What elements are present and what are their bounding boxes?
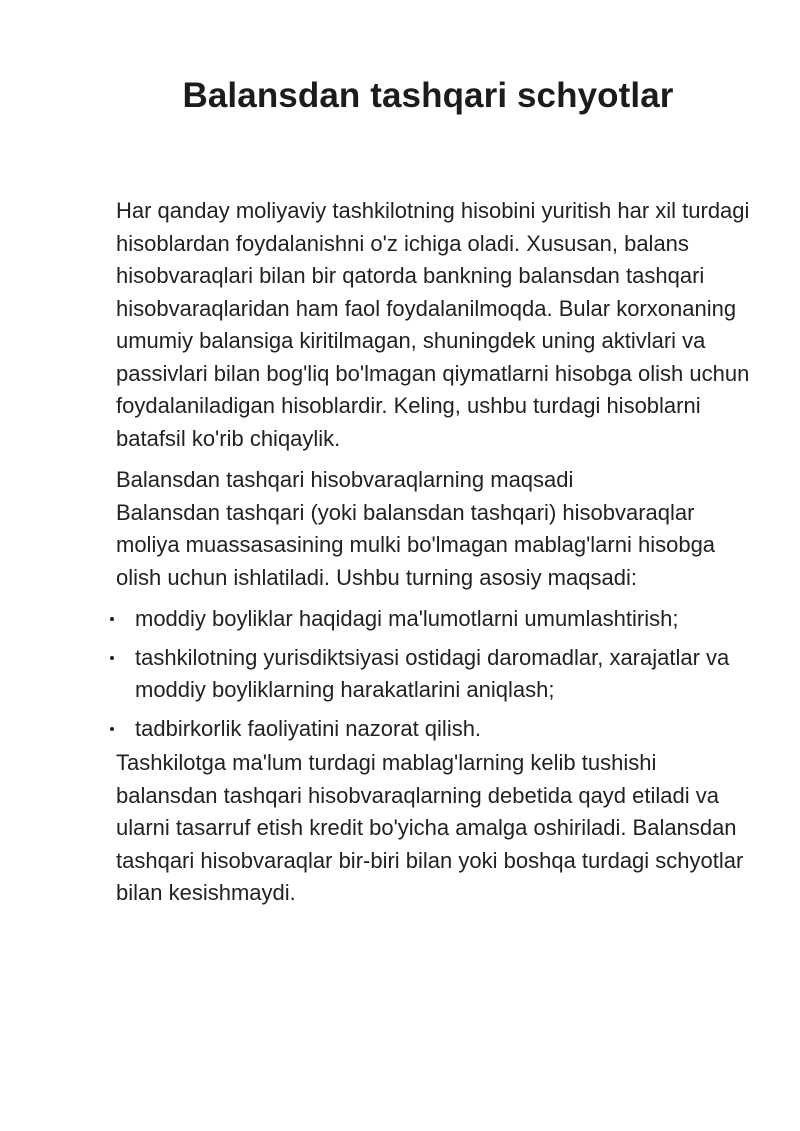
purpose-body: Balansdan tashqari (yoki balansdan tashqari) hisobvaraqlar moliya muassasasining mulki bo'lmagan mablag'larni hisobga olish uchun ishlatiladi. Ushbu turning asosiy maqsadi: [116,499,716,590]
list-item: tadbirkorlik faoliyatini nazorat qilish. [116,713,756,746]
list-item: tashkilotning yurisdiktsiyasi ostidagi daromadlar, xarajatlar va moddiy boyliklarning harakatlarini aniqlash; [116,642,756,707]
purpose-list [116,603,756,745]
closing-paragraph: Tashkilotga ma'lum turdagi mablag'larning kelib tushishi balansdan tashqari hisobvaraqlarning debetida qayd etiladi va ularni tasarruf etish kredit bo'yicha amalga oshiriladi. Balansdan tashqari hisobvaraqlar bir-biri bilan yoki boshqa turdagi schyotlar bilan kesishmaydi. [116,750,744,905]
intro-paragraph: Har qanday moliyaviy tashkilotning hisobini yuritish har xil turdagi hisoblardan foydalanishni o'z ichiga oladi. Xususan, balans hisobvaraqlari bilan bir qatorda bankning balansdan tashqari hisobvaraqlaridan ham faol foydalanilmoqda. Bular korxonaning umumiy balansiga kiritilmagan, shuningdek uning aktivlari va passivlari bilan bog'liq bo'lmagan qiymatlarni hisobga olish uchun foydalaniladigan hisoblardir. Keling, ushbu turdagi hisoblarni batafsil ko'rib chiqaylik. [116,198,750,451]
document-body [116,195,756,910]
list-item: moddiy boyliklar haqidagi ma'lumotlarni umumlashtirish; [116,603,756,636]
purpose-heading: Balansdan tashqari hisobvaraqlarning maqsadi [116,467,574,492]
page-title: Balansdan tashqari schyotlar [182,76,674,115]
purpose-paragraph [116,464,756,594]
